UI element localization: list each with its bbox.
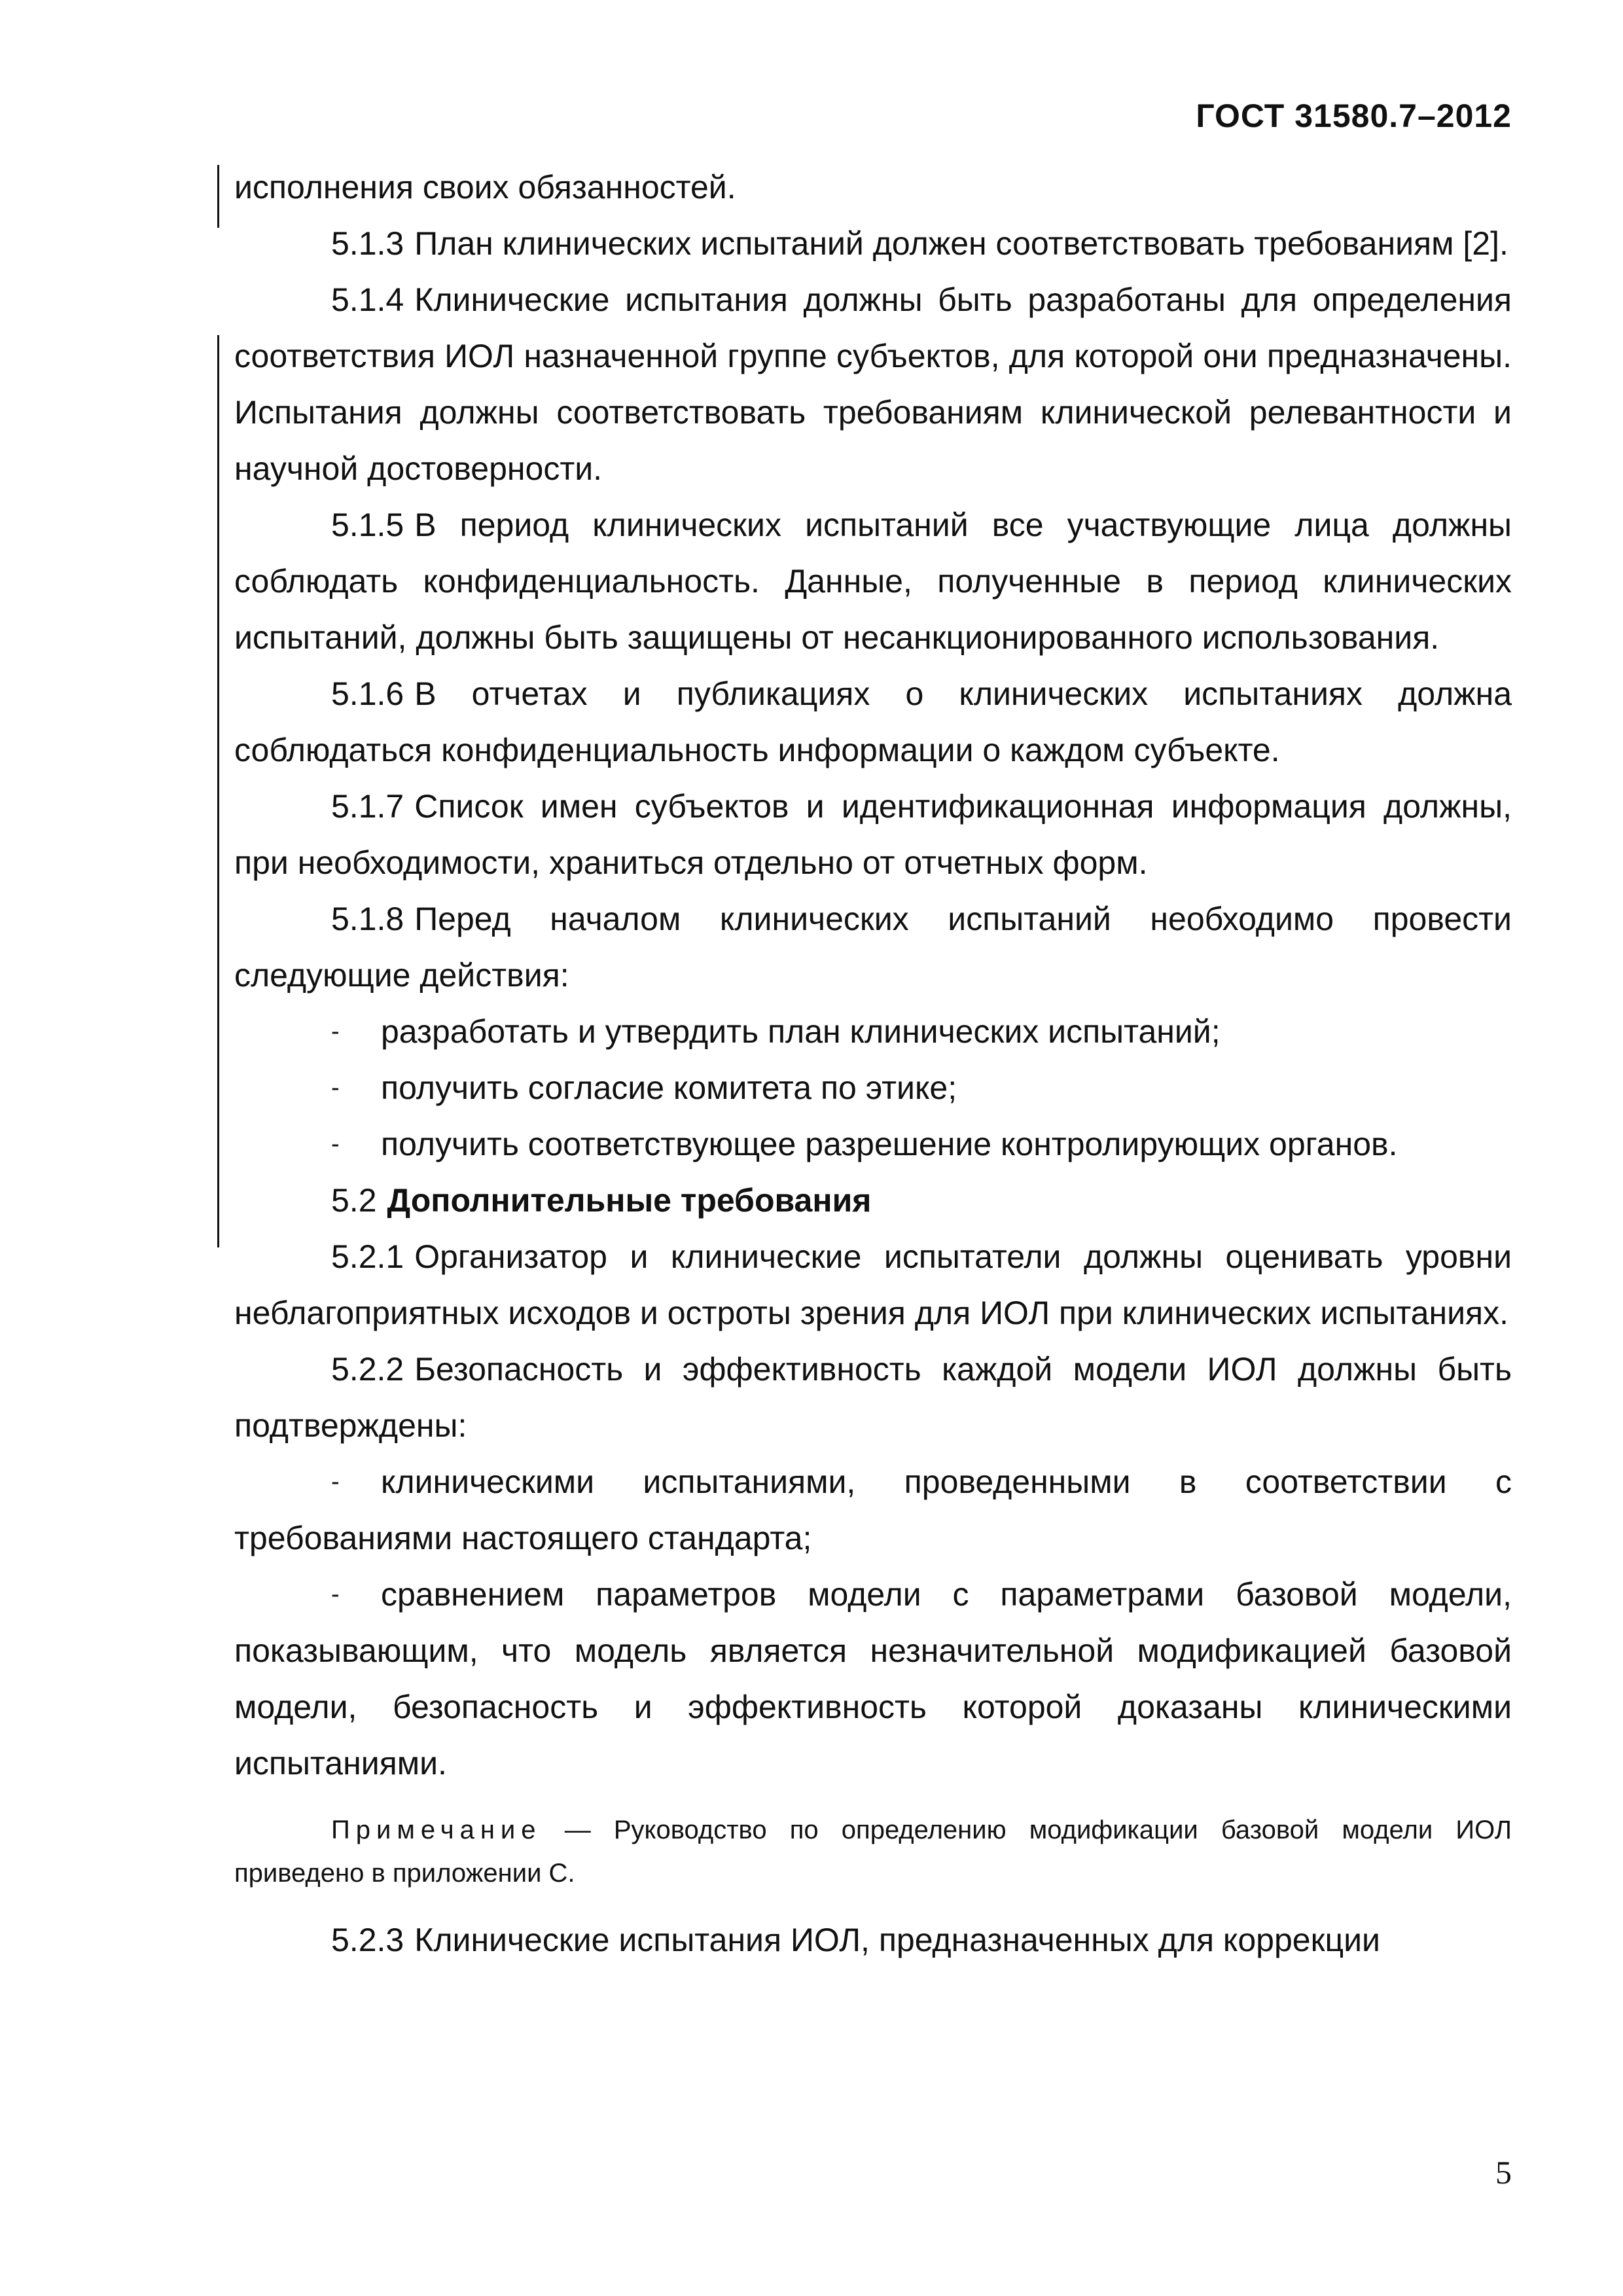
- list-item-text: сравнением параметров модели с параметрами базовой модели, показывающим, что модель является незначительной модификацией базовой модели, безопасность и эффективность которой доказаны клиническими испытаниями.: [234, 1576, 1512, 1782]
- list-dash: -: [331, 1581, 340, 1608]
- paragraph: [234, 159, 1512, 215]
- list-item: [234, 1454, 1512, 1566]
- clause-text: В период клинических испытаний все участвующие лица должны соблюдать конфиденциальность. Данные, полученные в период клинических испытаний, должны быть защищены от несанкционированного использования.: [234, 507, 1512, 656]
- clause-text: Клинические испытания ИОЛ, предназначенных для коррекции: [414, 1922, 1380, 1958]
- clause-number: 5.2.3: [331, 1922, 404, 1958]
- section-title: Дополнительные требования: [387, 1182, 872, 1219]
- clause-text: Перед началом клинических испытаний необходимо провести следующие действия:: [234, 901, 1512, 994]
- clause-5-1-3: [234, 215, 1512, 272]
- note-label: Примечание: [331, 1816, 542, 1844]
- clause-5-1-5: [234, 497, 1512, 666]
- note: [234, 1808, 1512, 1895]
- clause-text: В отчетах и публикациях о клинических испытаниях должна соблюдаться конфиденциальность информации о каждом субъекте.: [234, 675, 1512, 768]
- list-dash: -: [331, 1468, 340, 1496]
- list-dash: -: [331, 1018, 340, 1045]
- clause-number: 5.1.7: [331, 788, 404, 825]
- section-number: 5.2: [331, 1182, 377, 1219]
- clause-number: 5.1.8: [331, 901, 404, 937]
- list-item-text: клиническими испытаниями, проведенными в соответствии с требованиями настоящего стандарта;: [234, 1463, 1512, 1556]
- clause-number: 5.2.1: [331, 1238, 404, 1275]
- document-body: [234, 159, 1512, 1968]
- clause-number: 5.1.5: [331, 507, 404, 543]
- list-item: [234, 1003, 1512, 1060]
- clause-text: Организатор и клинические испытатели должны оценивать уровни неблагоприятных исходов и остроты зрения для ИОЛ при клинических испытаниях.: [234, 1238, 1512, 1331]
- clause-5-2-1: [234, 1229, 1512, 1341]
- clause-text: Клинические испытания должны быть разработаны для определения соответствия ИОЛ назначенной группе субъектов, для которой они предназначены. Испытания должны соответствовать требованиям клинической релевантности и научной достоверности.: [234, 281, 1512, 487]
- clause-number: 5.1.6: [331, 675, 404, 712]
- document-header-id: ГОСТ 31580.7–2012: [1196, 98, 1512, 134]
- note-text: — Руководство по определению модификации базовой модели ИОЛ приведено в приложении С.: [234, 1816, 1512, 1888]
- list-item: [234, 1116, 1512, 1172]
- clause-5-2-3: [234, 1912, 1512, 1968]
- list-item-text: получить согласие комитета по этике;: [381, 1069, 957, 1106]
- list-item-text: получить соответствующее разрешение контролирующих органов.: [381, 1126, 1398, 1162]
- clause-5-1-7: [234, 778, 1512, 891]
- clause-5-1-6: [234, 666, 1512, 778]
- page-number: 5: [1495, 2154, 1512, 2191]
- clause-text: Список имен субъектов и идентификационная информация должны, при необходимости, храниться отдельно от отчетных форм.: [234, 788, 1512, 881]
- list-item-text: разработать и утвердить план клинических испытаний;: [381, 1013, 1221, 1050]
- clause-number: 5.2.2: [331, 1351, 404, 1388]
- list-dash: -: [331, 1130, 340, 1158]
- clause-number: 5.1.4: [331, 281, 404, 318]
- list-item: [234, 1566, 1512, 1791]
- clause-5-2-2: [234, 1341, 1512, 1454]
- clause-5-1-8: [234, 891, 1512, 1003]
- clause-5-1-4: [234, 272, 1512, 497]
- paragraph-text: исполнения своих обязанностей.: [234, 169, 736, 206]
- list-dash: -: [331, 1074, 340, 1102]
- revision-bar: [217, 165, 219, 228]
- clause-text: Безопасность и эффективность каждой модели ИОЛ должны быть подтверждены:: [234, 1351, 1512, 1444]
- section-heading-5-2: [234, 1172, 1512, 1229]
- clause-text: План клинических испытаний должен соответствовать требованиям [2].: [414, 225, 1508, 262]
- revision-bar: [217, 335, 219, 1247]
- list-item: [234, 1060, 1512, 1116]
- clause-number: 5.1.3: [331, 225, 404, 262]
